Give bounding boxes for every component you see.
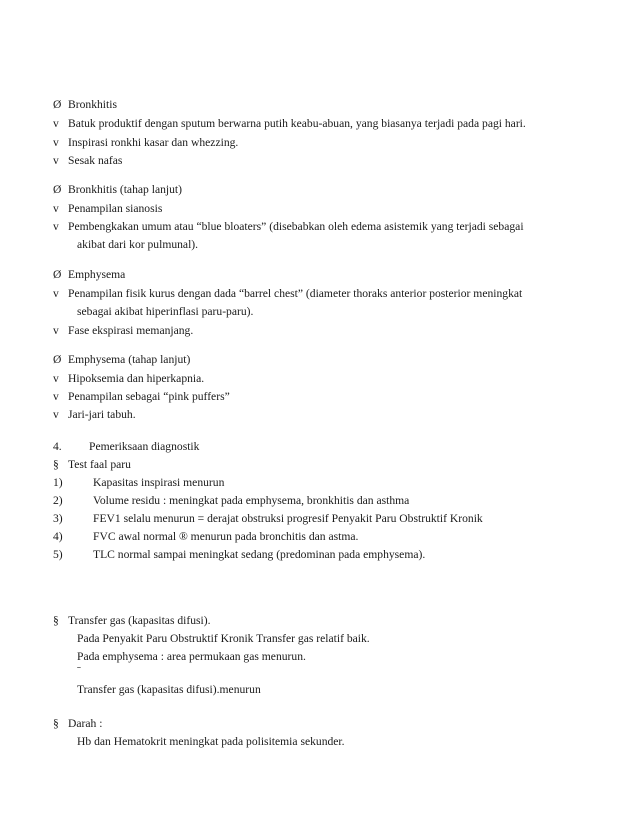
list-item: v Penampilan sianosis [53,202,163,215]
check-bullet: v [53,220,59,233]
check-bullet: v [53,136,59,149]
arrow-bullet: Ø [53,353,62,366]
arrow-bullet: Ø [53,183,62,196]
section-heading: 4. Pemeriksaan diagnostik [53,440,200,453]
check-bullet: v [53,372,59,385]
bronkhitis-heading: Ø Bronkhitis [53,98,117,111]
list-item-continuation: akibat dari kor pulmunal). [77,238,199,251]
bronkhitis-lanjut-heading: Ø Bronkhitis (tahap lanjut) [53,183,182,196]
arrow-bullet: Ø [53,98,62,111]
paragraph-line: Pada emphysema : area permukaan gas menurun. [77,650,306,663]
down-arrow-glyph: ˉ [77,664,81,677]
paragraph-line: Hb dan Hematokrit meningkat pada polisitemia sekunder. [77,735,345,748]
check-bullet: v [53,287,59,300]
numbered-item: 2) Volume residu : meningkat pada emphysema, bronkhitis dan asthma [53,494,410,507]
numbered-item: 5) TLC normal sampai meningkat sedang (predominan pada emphysema). [53,548,426,561]
list-item: v Hipoksemia dan hiperkapnia. [53,372,205,385]
sub-heading: § Darah : [53,717,103,730]
list-item: v Sesak nafas [53,154,123,167]
list-item: v Inspirasi ronkhi kasar dan whezzing. [53,136,239,149]
sub-heading: § Test faal paru [53,458,131,471]
check-bullet: v [53,154,59,167]
sub-heading: § Transfer gas (kapasitas difusi). [53,614,211,627]
numbered-item: 4) FVC awal normal ® menurun pada bronchitis dan astma. [53,530,359,543]
list-item: v Penampilan sebagai “pink puffers” [53,390,230,403]
numbered-item: 3) FEV1 selalu menurun = derajat obstruksi progresif Penyakit Paru Obstruktif Kronik [53,512,483,525]
check-bullet: v [53,117,59,130]
check-bullet: v [53,390,59,403]
list-item: v Pembengkakan umum atau “blue bloaters” (disebabkan oleh edema asistemik yang terjadi sebagai [53,220,524,233]
numbered-item: 1) Kapasitas inspirasi menurun [53,476,225,489]
list-item: v Fase ekspirasi memanjang. [53,324,194,337]
section-bullet: § [53,614,59,627]
check-bullet: v [53,202,59,215]
arrow-bullet: Ø [53,268,62,281]
section-bullet: § [53,458,59,471]
list-item: v Penampilan fisik kurus dengan dada “barrel chest” (diameter thoraks anterior posterior meningkat [53,287,523,300]
paragraph-line: Transfer gas (kapasitas difusi).menurun [77,683,261,696]
list-item-continuation: sebagai akibat hiperinflasi paru-paru). [77,305,254,318]
section-bullet: § [53,717,59,730]
list-item: v Jari-jari tabuh. [53,408,136,421]
list-item: v Batuk produktif dengan sputum berwarna putih keabu-abuan, yang biasanya terjadi pada pagi hari. [53,117,526,130]
paragraph-line: Pada Penyakit Paru Obstruktif Kronik Transfer gas relatif baik. [77,632,370,645]
check-bullet: v [53,324,59,337]
check-bullet: v [53,408,59,421]
emphysema-lanjut-heading: Ø Emphysema (tahap lanjut) [53,353,191,366]
emphysema-heading: Ø Emphysema [53,268,126,281]
